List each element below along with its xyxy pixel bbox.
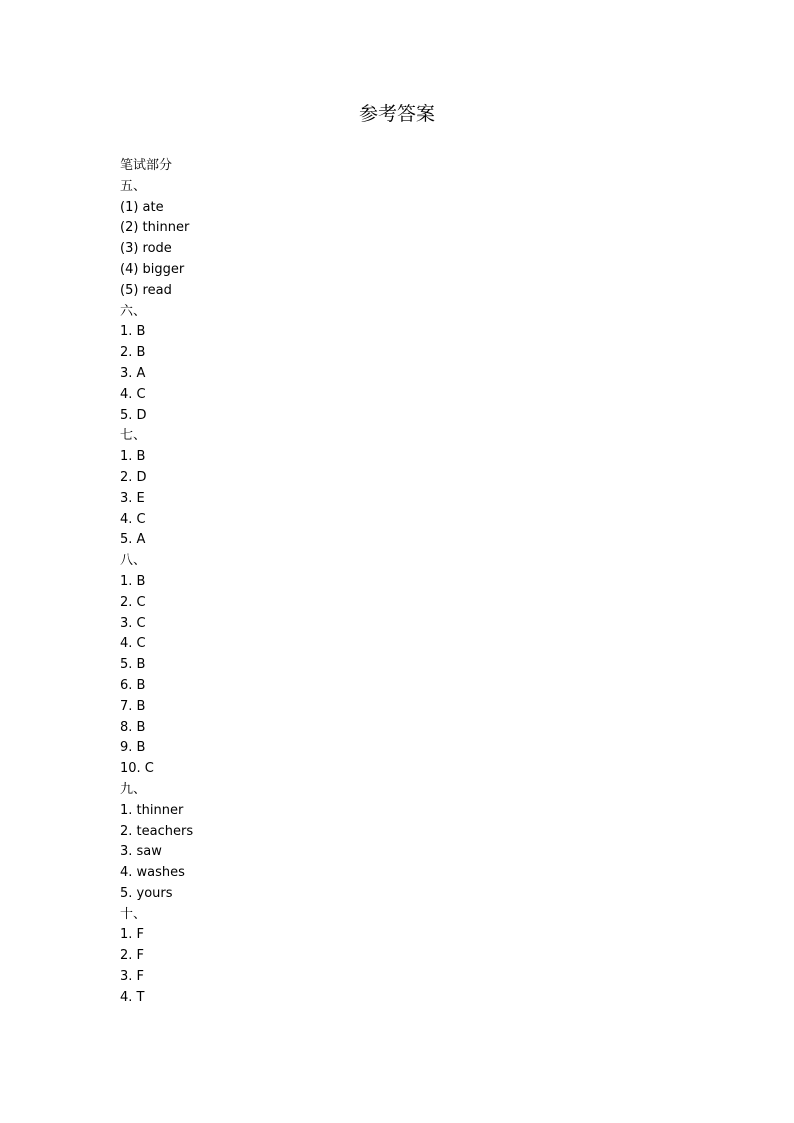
answer-item: 8. B xyxy=(120,719,146,735)
answer-item: 4. washes xyxy=(120,865,185,881)
answer-item: 3. F xyxy=(120,969,145,985)
answer-item: 4. T xyxy=(120,989,145,1005)
answer-item: (4) bigger xyxy=(120,261,185,277)
section-heading: 笔试部分 xyxy=(120,158,173,173)
answer-item: 1. B xyxy=(120,573,146,589)
answer-item: (5) read xyxy=(120,282,172,298)
answer-item: 1. thinner xyxy=(120,802,184,818)
answer-item: 2. F xyxy=(120,948,145,964)
part-heading: 七、 xyxy=(120,428,147,444)
answer-item: 9. B xyxy=(120,740,146,756)
part-heading: 十、 xyxy=(120,906,147,922)
answer-item: 3. C xyxy=(120,615,146,631)
answer-item: 7. B xyxy=(120,698,146,714)
answer-item: 2. teachers xyxy=(120,823,194,839)
answer-item: 5. A xyxy=(120,532,146,548)
answer-item: 4. C xyxy=(120,511,146,527)
answer-list xyxy=(120,156,680,1009)
answer-item: (3) rode xyxy=(120,241,172,257)
answer-item: 5. D xyxy=(120,407,147,423)
answer-item: 3. E xyxy=(120,490,145,506)
part-heading: 五、 xyxy=(120,178,147,194)
answer-item: 1. F xyxy=(120,927,145,943)
answer-item: 1. B xyxy=(120,324,146,340)
answer-item: 4. C xyxy=(120,636,146,652)
answer-item: 4. C xyxy=(120,386,146,402)
page-title: 参考答案 xyxy=(358,103,435,125)
answer-item: 1. B xyxy=(120,449,146,465)
part-heading: 六、 xyxy=(120,303,147,319)
answer-item: 2. C xyxy=(120,594,146,610)
answer-item: 6. B xyxy=(120,677,146,693)
answer-item: (1) ate xyxy=(120,199,164,215)
answer-item: 2. B xyxy=(120,345,146,361)
answer-item: 2. D xyxy=(120,469,147,485)
answer-item: 5. yours xyxy=(120,885,173,901)
answer-item: 3. saw xyxy=(120,844,162,860)
part-heading: 八、 xyxy=(120,553,147,569)
answer-item: 3. A xyxy=(120,365,146,381)
answer-item: 10. C xyxy=(120,761,154,777)
answer-item: (2) thinner xyxy=(120,220,190,236)
part-heading: 九、 xyxy=(120,781,147,797)
answer-item: 5. B xyxy=(120,657,146,673)
